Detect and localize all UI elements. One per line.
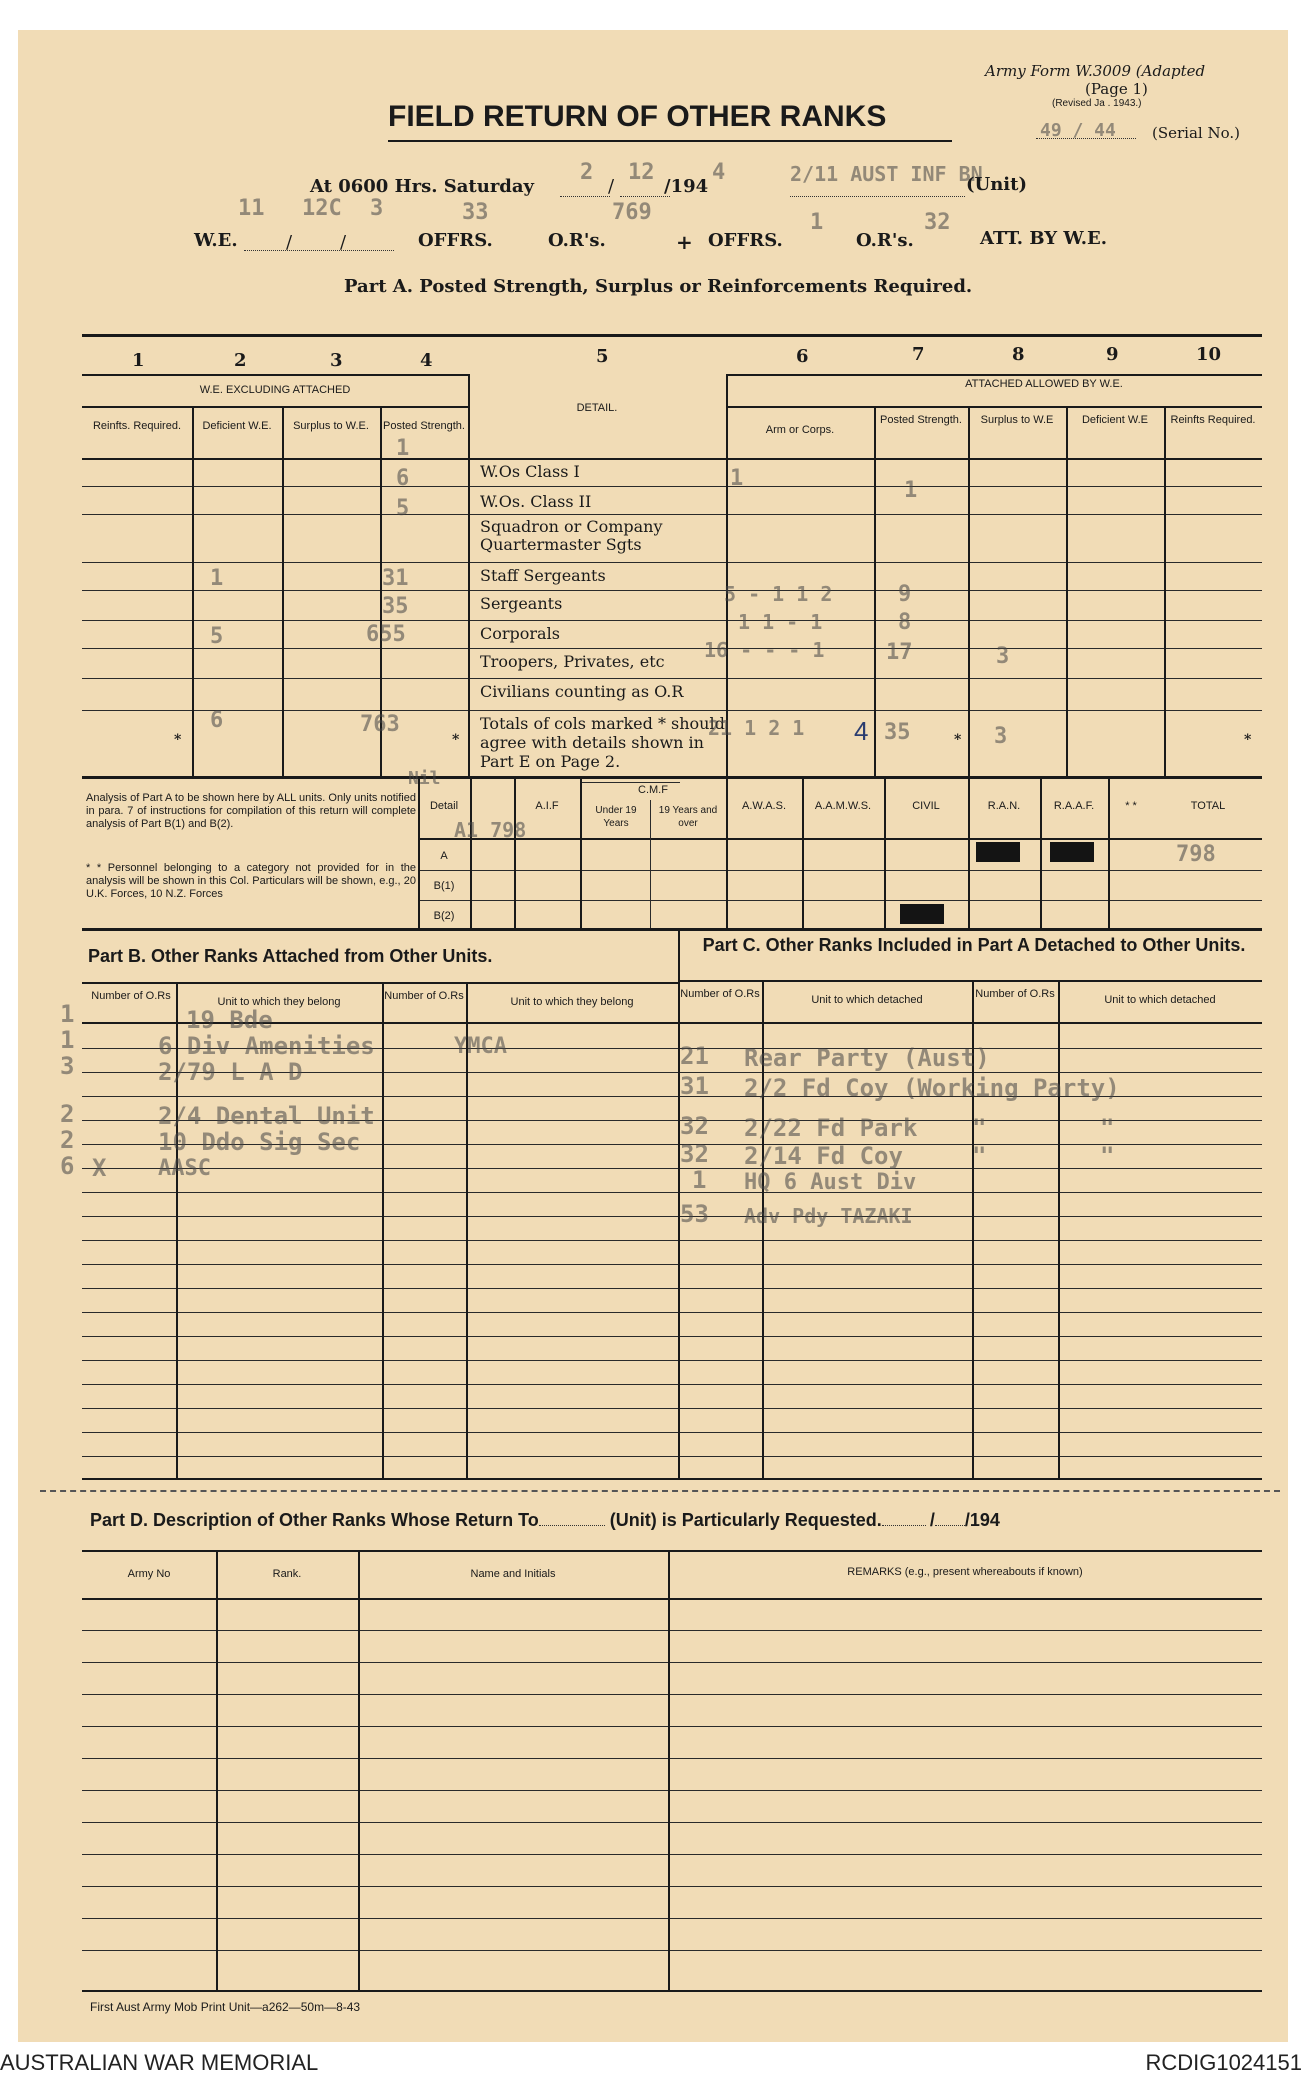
- redaction-civil: [900, 904, 944, 924]
- part-d-title: Part D. Description of Other Ranks Whose Return To (Unit) is Particularly Requested. / /194: [90, 1510, 1000, 1530]
- unit-dots: [790, 196, 965, 197]
- part-b-unit-1: 19 Bde: [186, 1006, 273, 1034]
- footer-right-label: RCDIG1024151: [1145, 2050, 1302, 2075]
- part-c-unit-1: Rear Party (Aust): [744, 1044, 990, 1072]
- analysis-aif: A.I.F: [535, 800, 559, 812]
- we-value-2: 12C: [302, 196, 342, 221]
- part-c-col-num-1: Number of O.Rs: [680, 988, 760, 1000]
- col-header-att-deficient: Deficient W.E: [1081, 414, 1149, 426]
- unit-label: (Unit): [966, 174, 1027, 195]
- star-marker-3: *: [954, 732, 962, 748]
- part-c-num-4: 32: [680, 1140, 709, 1168]
- part-c-num-6: 53: [680, 1200, 709, 1228]
- serial-value: 49 / 44: [1040, 120, 1116, 141]
- ors2-value: 32: [924, 210, 951, 235]
- col-header-arm-corps: Arm or Corps.: [765, 424, 835, 436]
- posted-sergeants: 35: [382, 594, 409, 619]
- star-marker-2: *: [452, 732, 460, 748]
- serial-dots: [1036, 138, 1136, 139]
- part-b-margin-num-6: 6: [60, 1152, 75, 1180]
- posted-staff-sgt: 31: [382, 566, 409, 591]
- col-header-att-posted: Posted Strength.: [880, 414, 962, 426]
- analysis-note-1: Analysis of Part A to be shown here by ALL units. Only units notified in para. 7 of instructions for compilation of this return will complete analysis of Part B(1) and B(2).: [86, 792, 416, 830]
- deficient-corporals: 5: [210, 624, 224, 649]
- col-number-9: 9: [1106, 344, 1119, 365]
- row-troopers: Troopers, Privates, etc: [480, 652, 665, 671]
- analysis-typed-value: A1 798: [454, 818, 527, 842]
- part-c-num-3: 32: [680, 1112, 709, 1140]
- att-by-we-label: ATT. BY W.E.: [980, 228, 1108, 249]
- row-staff-sergeants: Staff Sergeants: [480, 566, 606, 585]
- star-marker-4: *: [1244, 732, 1252, 748]
- part-c-num-5: 1: [692, 1166, 707, 1194]
- part-b-x-mark: X: [92, 1154, 107, 1182]
- ors2-label: O.R's.: [856, 230, 914, 251]
- part-c-col-unit-1: Unit to which detached: [811, 994, 923, 1006]
- arm-corporals: 1 1 - 1: [738, 610, 823, 634]
- posted-wo1: 1: [396, 436, 410, 461]
- analysis-ran: R.A.N.: [987, 800, 1021, 812]
- date-month-dots: [620, 196, 670, 197]
- col-header-deficient: Deficient W.E.: [202, 420, 272, 432]
- part-c-num-1: 21: [680, 1042, 709, 1070]
- part-c-col-num-2: Number of O.Rs: [975, 988, 1055, 1000]
- part-c-ditto-2: ": [1100, 1114, 1115, 1142]
- posted-wo2: 6: [396, 466, 410, 491]
- date-day-dots: [560, 196, 610, 197]
- total-arm-pen: 4: [854, 716, 869, 746]
- part-d-date-dots: [882, 1525, 926, 1526]
- col-number-8: 8: [1012, 344, 1025, 365]
- revised-label: (Revised Ja . 1943.): [1052, 98, 1142, 109]
- part-b-unit-5: 10 Ddo Sig Sec: [158, 1128, 361, 1156]
- col-number-7: 7: [912, 344, 925, 365]
- deficient-staff-sgt: 1: [210, 566, 224, 591]
- we-dots: [244, 250, 394, 251]
- analysis-row-a: A: [440, 850, 448, 862]
- part-b-unit-4: 2/4 Dental Unit: [158, 1102, 375, 1130]
- part-d-col-rank: Rank.: [272, 1568, 302, 1580]
- analysis-row-b2: B(2): [433, 910, 455, 922]
- part-d-month-dots: [935, 1525, 965, 1526]
- analysis-under-19: Under 19 Years: [595, 805, 637, 829]
- analysis-detail-header: Detail: [429, 800, 459, 812]
- part-c-col-unit-2: Unit to which detached: [1104, 994, 1216, 1006]
- footer-left-label: AUSTRALIAN WAR MEMORIAL: [0, 2050, 319, 2075]
- part-b-col-unit-2: Unit to which they belong: [510, 996, 634, 1008]
- detail-header: DETAIL.: [576, 402, 618, 414]
- analysis-cmf: C.M.F: [638, 784, 668, 796]
- offrs-value: 33: [462, 200, 489, 225]
- part-b-margin-num-5: 2: [60, 1126, 75, 1154]
- part-c-ditto-3: ": [972, 1142, 987, 1170]
- army-form-number: Army Form W.3009: [985, 62, 1131, 80]
- att-surplus-troopers: 3: [996, 644, 1010, 669]
- row-wo-class-2: W.Os. Class II: [480, 492, 592, 511]
- att-posted-troopers: 17: [886, 640, 913, 665]
- part-c-unit-6: Adv Pdy TAZAKI: [744, 1204, 913, 1228]
- adapted-label: (Adapted: [1135, 62, 1206, 80]
- part-c-unit-5: HQ 6 Aust Div: [744, 1170, 917, 1195]
- col-number-10: 10: [1196, 344, 1222, 365]
- arm-troopers: 16 - - - 1: [704, 638, 825, 662]
- ors-value: 769: [612, 200, 652, 225]
- col-number-4: 4: [420, 350, 433, 371]
- part-b-unit-2: 6 Div Amenities: [158, 1032, 375, 1060]
- part-c-unit-3: 2/22 Fd Park: [744, 1114, 918, 1142]
- redaction-ran: [976, 842, 1020, 862]
- col-number-2: 2: [234, 350, 247, 371]
- part-b-col-num-2: Number of O.Rs: [384, 990, 464, 1002]
- analysis-awas: A.W.A.S.: [741, 800, 786, 812]
- part-d-col-name: Name and Initials: [470, 1568, 556, 1580]
- date-month: 12: [628, 160, 655, 185]
- analysis-total: TOTAL: [1190, 800, 1226, 812]
- part-c-unit-2: 2/2 Fd Coy (Working Party): [744, 1074, 1120, 1102]
- analysis-total-value: 798: [1176, 842, 1216, 867]
- plus-sign: +: [676, 230, 693, 254]
- part-b-col-unit-1: Unit to which they belong: [217, 996, 341, 1008]
- date-day: 2: [580, 160, 594, 185]
- at-line-prefix: At 0600 Hrs. Saturday: [310, 176, 535, 197]
- part-b-margin-num-2: 1: [60, 1026, 75, 1054]
- col-header-posted: Posted Strength.: [383, 420, 465, 432]
- arm-wo1: 1: [730, 466, 744, 491]
- part-d-year-label: /194: [964, 1510, 1000, 1530]
- part-c-num-2: 31: [680, 1072, 709, 1100]
- part-b-title: Part B. Other Ranks Attached from Other Units.: [88, 946, 493, 966]
- analysis-note-2: * * Personnel belonging to a category not provided for in the analysis will be shown in this Col. Particulars will be shown, e.g., 20 U.K. Forces, 10 N.Z. Forces: [86, 862, 416, 900]
- att-posted-sergeants: 9: [898, 582, 912, 607]
- part-b-ymca: YMCA: [454, 1034, 507, 1059]
- col-number-3: 3: [330, 350, 343, 371]
- offrs2-value: 1: [810, 210, 824, 235]
- offrs-label: OFFRS.: [418, 230, 493, 251]
- part-b-col-num-1: Number of O.Rs: [91, 990, 171, 1002]
- offrs2-label: OFFRS.: [708, 230, 783, 251]
- we-value-1: 11: [238, 196, 265, 221]
- part-c-unit-4: 2/14 Fd Coy: [744, 1142, 903, 1170]
- part-d-title-text: Part D. Description of Other Ranks Whose Return To: [90, 1510, 539, 1530]
- page-number: (Page 1): [1085, 80, 1148, 98]
- posted-cqms: 5: [396, 496, 410, 521]
- we-label: W.E.: [194, 230, 238, 251]
- group-attached-allowed: ATTACHED ALLOWED BY W.E.: [965, 378, 1123, 390]
- total-deficient: 6: [210, 708, 224, 733]
- col-number-6: 6: [796, 346, 809, 367]
- part-a-title: Part A. Posted Strength, Surplus or Reinforcements Required.: [344, 276, 973, 297]
- total-att-surplus: 3: [994, 724, 1008, 749]
- part-b-unit-3: 2/79 L A D: [158, 1058, 303, 1086]
- part-d-unit-label: (Unit) is Particularly Requested.: [609, 1510, 882, 1530]
- ors-label: O.R's.: [548, 230, 606, 251]
- analysis-row-b1: B(1): [433, 880, 455, 892]
- unit-value: 2/11 AUST INF BN: [790, 162, 983, 186]
- col-number-5: 5: [596, 346, 609, 367]
- redaction-raaf: [1050, 842, 1094, 862]
- perforation-line: [40, 1490, 1280, 1492]
- col-header-att-reinfts: Reinfts Required.: [1170, 414, 1256, 426]
- year-prefix: /194: [664, 176, 709, 197]
- year-value: 4: [712, 160, 726, 185]
- part-b-margin-num-4: 2: [60, 1100, 75, 1128]
- row-sergeants: Sergeants: [480, 594, 563, 613]
- col-header-reinfts: Reinfts. Required.: [92, 420, 182, 432]
- part-b-unit-6: AASC: [158, 1156, 211, 1181]
- col-header-att-surplus: Surplus to W.E: [980, 414, 1054, 426]
- att-posted-corporals: 8: [898, 610, 912, 635]
- posted-corporals: 655: [366, 622, 406, 647]
- star-marker-1: *: [174, 732, 182, 748]
- part-d-col-army-no: Army No: [127, 1568, 171, 1580]
- row-corporals: Corporals: [480, 624, 560, 643]
- row-civilians: Civilians counting as O.R: [480, 682, 684, 701]
- printer-imprint: First Aust Army Mob Print Unit—a262—50m—8-43: [90, 2000, 361, 2014]
- analysis-over-19: 19 Years and over: [658, 805, 718, 829]
- analysis-civil: CIVIL: [912, 800, 940, 812]
- row-cqms: Squadron or Company Quartermaster Sgts: [480, 517, 663, 554]
- analysis-raaf: R.A.A.F.: [1053, 800, 1095, 812]
- att-posted-wo2: 1: [904, 478, 918, 503]
- col-number-1: 1: [132, 350, 145, 371]
- army-form-label: [985, 62, 1205, 80]
- title-underline: [388, 140, 952, 142]
- group-we-excluding: W.E. EXCLUDING ATTACHED: [199, 384, 351, 396]
- serial-label: (Serial No.): [1152, 124, 1240, 142]
- total-posted: 763: [360, 712, 400, 737]
- analysis-other: * *: [1125, 800, 1137, 812]
- part-d-unit-dots: [539, 1525, 605, 1526]
- row-wo-class-1: W.Os Class I: [480, 462, 580, 481]
- part-b-margin-num-1: 1: [60, 1000, 75, 1028]
- total-att-posted: 35: [884, 720, 911, 745]
- part-b-margin-num-3: 3: [60, 1052, 75, 1080]
- analysis-typed-top: Nil: [408, 768, 441, 789]
- analysis-aamws: A.A.M.W.S.: [814, 800, 872, 812]
- col-header-surplus: Surplus to W.E.: [293, 420, 369, 432]
- row-totals: Totals of cols marked * should agree with details shown in Part E on Page 2.: [480, 714, 725, 771]
- part-c-title: Part C. Other Ranks Included in Part A Detached to Other Units.: [702, 935, 1246, 955]
- part-c-ditto-4: ": [1100, 1142, 1115, 1170]
- part-d-col-remarks: REMARKS (e.g., present whereabouts if known): [847, 1566, 1083, 1578]
- arm-sergeants: 5 - 1 1 2: [724, 582, 833, 606]
- page-title: FIELD RETURN OF OTHER RANKS: [388, 100, 887, 133]
- we-value-3: 3: [370, 196, 384, 221]
- part-c-ditto-1: ": [972, 1114, 987, 1142]
- total-arm: 21 1 2 1: [708, 716, 805, 740]
